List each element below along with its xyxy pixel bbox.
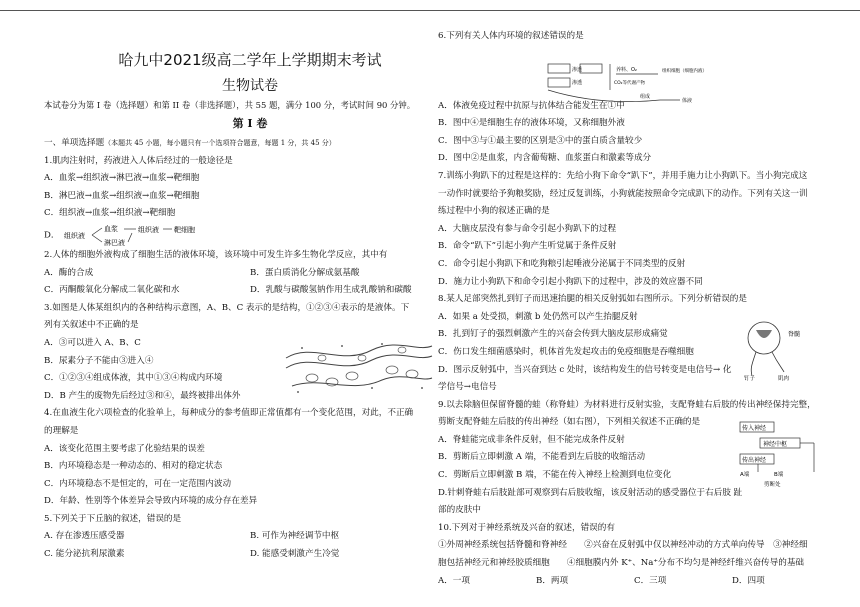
q6-label-waste: CO₂等代谢产物 — [614, 81, 645, 86]
q10-stem: 10.下列对于神经系统及兴奋的叙述，错误的有 — [438, 522, 615, 533]
q3-tissue-figure — [282, 336, 434, 398]
q1-option-d-label: D． — [44, 230, 60, 241]
q1-d-node-4: 靶细胞 — [174, 225, 196, 234]
q2-option-a: A．酶的合成 — [44, 267, 94, 278]
q10-options-row — [438, 573, 830, 591]
exam-note: 本试卷分为第 I 卷（选择题）和第 II 卷（非选择题），共 55 题，满分 100 分，考试时间 90 分钟。 — [44, 100, 416, 110]
q8-stem: 8.某人足部突然扎到钉子而迅速抬腿的相关反射弧如右图所示。下列分析错误的是 — [438, 294, 747, 305]
q4-stem-line1: 4.在血液生化六项检查的化验单上，每种成分的参考值即正常值都有一个变化范围，对此，不正确 — [44, 408, 414, 419]
q8-option-b: B．扎到钉子的强烈刺激产生的兴奋会传到大脑皮层形成痛觉 — [438, 329, 668, 340]
q4-option-b: B．内环境稳态是一种动态的、相对的稳定状态 — [44, 461, 223, 472]
q9-label-afferent: 传入神经 — [742, 425, 767, 432]
q6-label-nutrients: 养料、O₂ — [616, 67, 637, 73]
q8-option-a: A．如果 a 处受损，刺激 b 处仍然可以产生抬腿反射 — [438, 311, 638, 322]
q1-option-d — [44, 223, 456, 247]
q9-label-efferent: 传出神经 — [742, 457, 767, 464]
q9-option-d-line2: 部的皮肤中 — [438, 505, 481, 516]
q9-option-a: A．脊蛙能完成非条件反射，但不能完成条件反射 — [438, 434, 625, 445]
q10-statement-line2: 胞包括神经元和神经胶质细胞 ④细胞膜内外 K⁺、Na⁺分布不均匀是神经纤维兴奋传导的基础 — [438, 558, 805, 569]
q1-d-node-0: 组织液 — [64, 231, 86, 240]
q5-options-row1 — [44, 528, 456, 546]
q1-option-a: A．血浆→组织液→淋巴液→血浆→靶细胞 — [44, 173, 200, 184]
part1-heading-text: 一、单项选择题 — [44, 138, 105, 148]
q3-vessel-lower — [286, 355, 432, 368]
q8-option-d-line2: 学信号→电信号 — [438, 382, 497, 393]
q9-label-end-b: B端 — [774, 472, 784, 478]
q3-option-b: B．尿素分子不能由③进入④ — [44, 355, 154, 366]
q1-d-flow-diagram — [62, 223, 222, 247]
q7-option-d: D．施力让小狗趴下和命令引起小狗趴下的过程中，涉及的效应器不同 — [438, 276, 703, 287]
q10-option-c: C．三项 — [634, 575, 667, 586]
q8-reflex-arc-figure — [742, 316, 832, 382]
q1-d-node-2: 淋巴液 — [104, 238, 126, 247]
q4-stem-line2: 的理解是 — [44, 425, 79, 436]
q6-label-osmosis-1: 渗透 — [572, 67, 583, 73]
q4-option-c: C．内环境稳态不是恒定的，可在一定范围内波动 — [44, 478, 232, 489]
q1-option-b: B．淋巴液→血浆→组织液→血浆→靶细胞 — [44, 190, 200, 201]
q6-option-d: D．图中②是血浆，内含葡萄糖、血浆蛋白和激素等成分 — [438, 153, 652, 164]
q3-option-d: D．B 产生的废物先后经过③和④，最终被排出体外 — [44, 390, 241, 401]
q5-stem: 5.下列关于下丘脑的叙述，错误的是 — [44, 513, 182, 524]
q9-label-end-a: A端 — [740, 472, 750, 478]
q2-option-b: B．蛋白质消化分解成氨基酸 — [250, 267, 360, 278]
q5-option-b: B. 可作为神经调节中枢 — [250, 531, 340, 542]
q2-options-row2 — [44, 282, 456, 300]
q10-option-b: B．两项 — [536, 575, 569, 586]
left-column — [44, 28, 456, 564]
q8-label-nail: 钉子 — [744, 376, 756, 382]
part1-heading-note: （本题共 45 小题，每小题只有一个选项符合题意，每题 1 分，共 45 分） — [104, 139, 336, 147]
q9-label-cut-point: 剪断处 — [764, 482, 781, 488]
q2-stem: 2.人体的细胞外液构成了细胞生活的液体环境，该环境中可发生许多生物化学反应，其中有 — [44, 249, 388, 260]
q6-option-c: C．图中③与①最主要的区别是③中的蛋白质含量较少 — [438, 135, 643, 146]
q6-label-osmosis-2: 渗透 — [572, 80, 583, 86]
part1-heading — [44, 135, 456, 153]
q4-option-a: A．该变化范围主要考虑了化验结果的误差 — [44, 443, 205, 454]
q7-stem-line2: 一动作时就要给予狗粮奖励，经过反复训练，小狗就能按照命令完成趴下的动作。下列有关这一训 — [438, 188, 808, 199]
q5-options-row2 — [44, 546, 456, 564]
header-rule — [0, 10, 860, 11]
q10-option-d: D．四项 — [732, 575, 765, 586]
q6-stem: 6.下列有关人体内环境的叙述错误的是 — [438, 31, 584, 41]
q5-option-d: D. 能感受刺激产生冷觉 — [250, 549, 340, 560]
q6-label-body-fluid: 体液 — [682, 98, 693, 104]
q4-option-d: D．年龄、性别等个体差异会导致内环境的成分存在差异 — [44, 496, 258, 507]
q6-label-cells: 组织细胞（细胞内液） — [662, 69, 707, 74]
q7-option-a: A．大脑皮层没有参与命令引起小狗趴下的过程 — [438, 223, 617, 234]
q5-option-a: A. 存在渗透压感受器 — [44, 531, 125, 542]
section-title: 第 I 卷 — [232, 117, 268, 130]
q10-option-a: A．一项 — [438, 575, 470, 586]
q8-option-d-line1: D．图示反射弧中，当兴奋到达 c 处时，该结构发生的信号转变是电信号→ 化 — [438, 364, 732, 375]
exam-subtitle: 生物试卷 — [222, 78, 278, 94]
q2-options-row1 — [44, 265, 456, 283]
q9-stem-line1: 9.以去除脑但保留脊髓的蛙（称脊蛙）为材料进行反射实验，支配脊蛙右后肢的传出神经保持完整， — [438, 399, 816, 410]
q9-option-c: C．剪断后立即刺激 B 端，不能在传入神经上检测到电位变化 — [438, 470, 672, 481]
q1-stem: 1.肌肉注射时，药液进入人体后经过的一般途径是 — [44, 155, 233, 166]
q7-stem-line3: 练过程中小狗的叙述正确的是 — [438, 206, 550, 217]
q8-option-c: C．伤口发生细菌感染时，机体首先发起攻击的免疫细胞是吞噬细胞 — [438, 346, 694, 357]
q9-option-b: B．剪断后立即刺激 A 端，不能看到左后肢的收缩活动 — [438, 452, 646, 463]
q8-label-spinal-cord: 脊髓 — [788, 331, 801, 338]
q5-option-c: C. 能分泌抗利尿激素 — [44, 549, 125, 560]
q9-stem-line2: 剪断支配脊蛙左后肢的传出神经（如右图），下列相关叙述不正确的是 — [438, 417, 701, 428]
right-column — [438, 28, 830, 590]
q6-label-compose: 组成 — [640, 94, 651, 100]
q8-gray-matter — [756, 330, 772, 338]
q6-option-a: A．体液免疫过程中抗原与抗体结合能发生在①中 — [438, 100, 625, 111]
q6-fluid-figure — [540, 62, 730, 112]
q3-option-a: A．③可以进入 A、B、C — [44, 337, 141, 348]
q3-cells — [306, 347, 418, 386]
q8-label-muscle: 肌肉 — [778, 376, 790, 382]
q9-nerve-figure — [738, 420, 830, 488]
q9-label-center: 神经中枢 — [763, 441, 788, 448]
q1-d-node-3: 组织液 — [138, 225, 160, 234]
q7-option-c: C．命令引起小狗趴下和吃狗粮引起唾液分泌属于不同类型的反射 — [438, 258, 686, 269]
q6-box-1 — [548, 64, 570, 73]
q6-box-2 — [580, 64, 602, 73]
q1-option-c: C．组织液→血浆→组织液→靶细胞 — [44, 208, 176, 219]
q6-option-b: B．图中④是细胞生存的液体环境，又称细胞外液 — [438, 118, 625, 129]
exam-title: 哈九中2021级高二学年上学期期末考试 — [118, 51, 382, 69]
q1-d-node-1: 血浆 — [104, 224, 119, 233]
q7-stem-line1: 7.训练小狗趴下的过程是这样的：先给小狗下命令“趴下”，并用手施力让小狗趴下。当小狗完成这 — [438, 170, 808, 181]
q3-stem-line2: 列有关叙述中不正确的是 — [44, 320, 139, 331]
q6-box-3 — [548, 78, 570, 87]
q2-option-c: C．丙酮酸氧化分解成二氧化碳和水 — [44, 285, 180, 296]
q7-option-b: B．命令“趴下”引起小狗产生听觉属于条件反射 — [438, 241, 617, 252]
q10-statement-line1: ①外周神经系统包括脊髓和脊神经 ②兴奋在反射弧中仅以神经冲动的方式单向传导 ③神经细 — [438, 540, 808, 551]
q3-stem-line1: 3.如图是人体某组织内的各种结构示意图，A、B、C 表示的是结构，①②③④表示的是液体。下 — [44, 302, 410, 313]
q2-option-d: D．乳酸与碳酸氢钠作用生成乳酸钠和碳酸 — [250, 285, 412, 296]
q9-option-d-line1: D.针刺脊蛙右后肢趾部可观察到右后肢收缩，该反射活动的感受器位于右后肢 趾 — [438, 487, 743, 498]
q3-option-c: C．①②③④组成体液，其中①③④构成内环境 — [44, 373, 223, 384]
